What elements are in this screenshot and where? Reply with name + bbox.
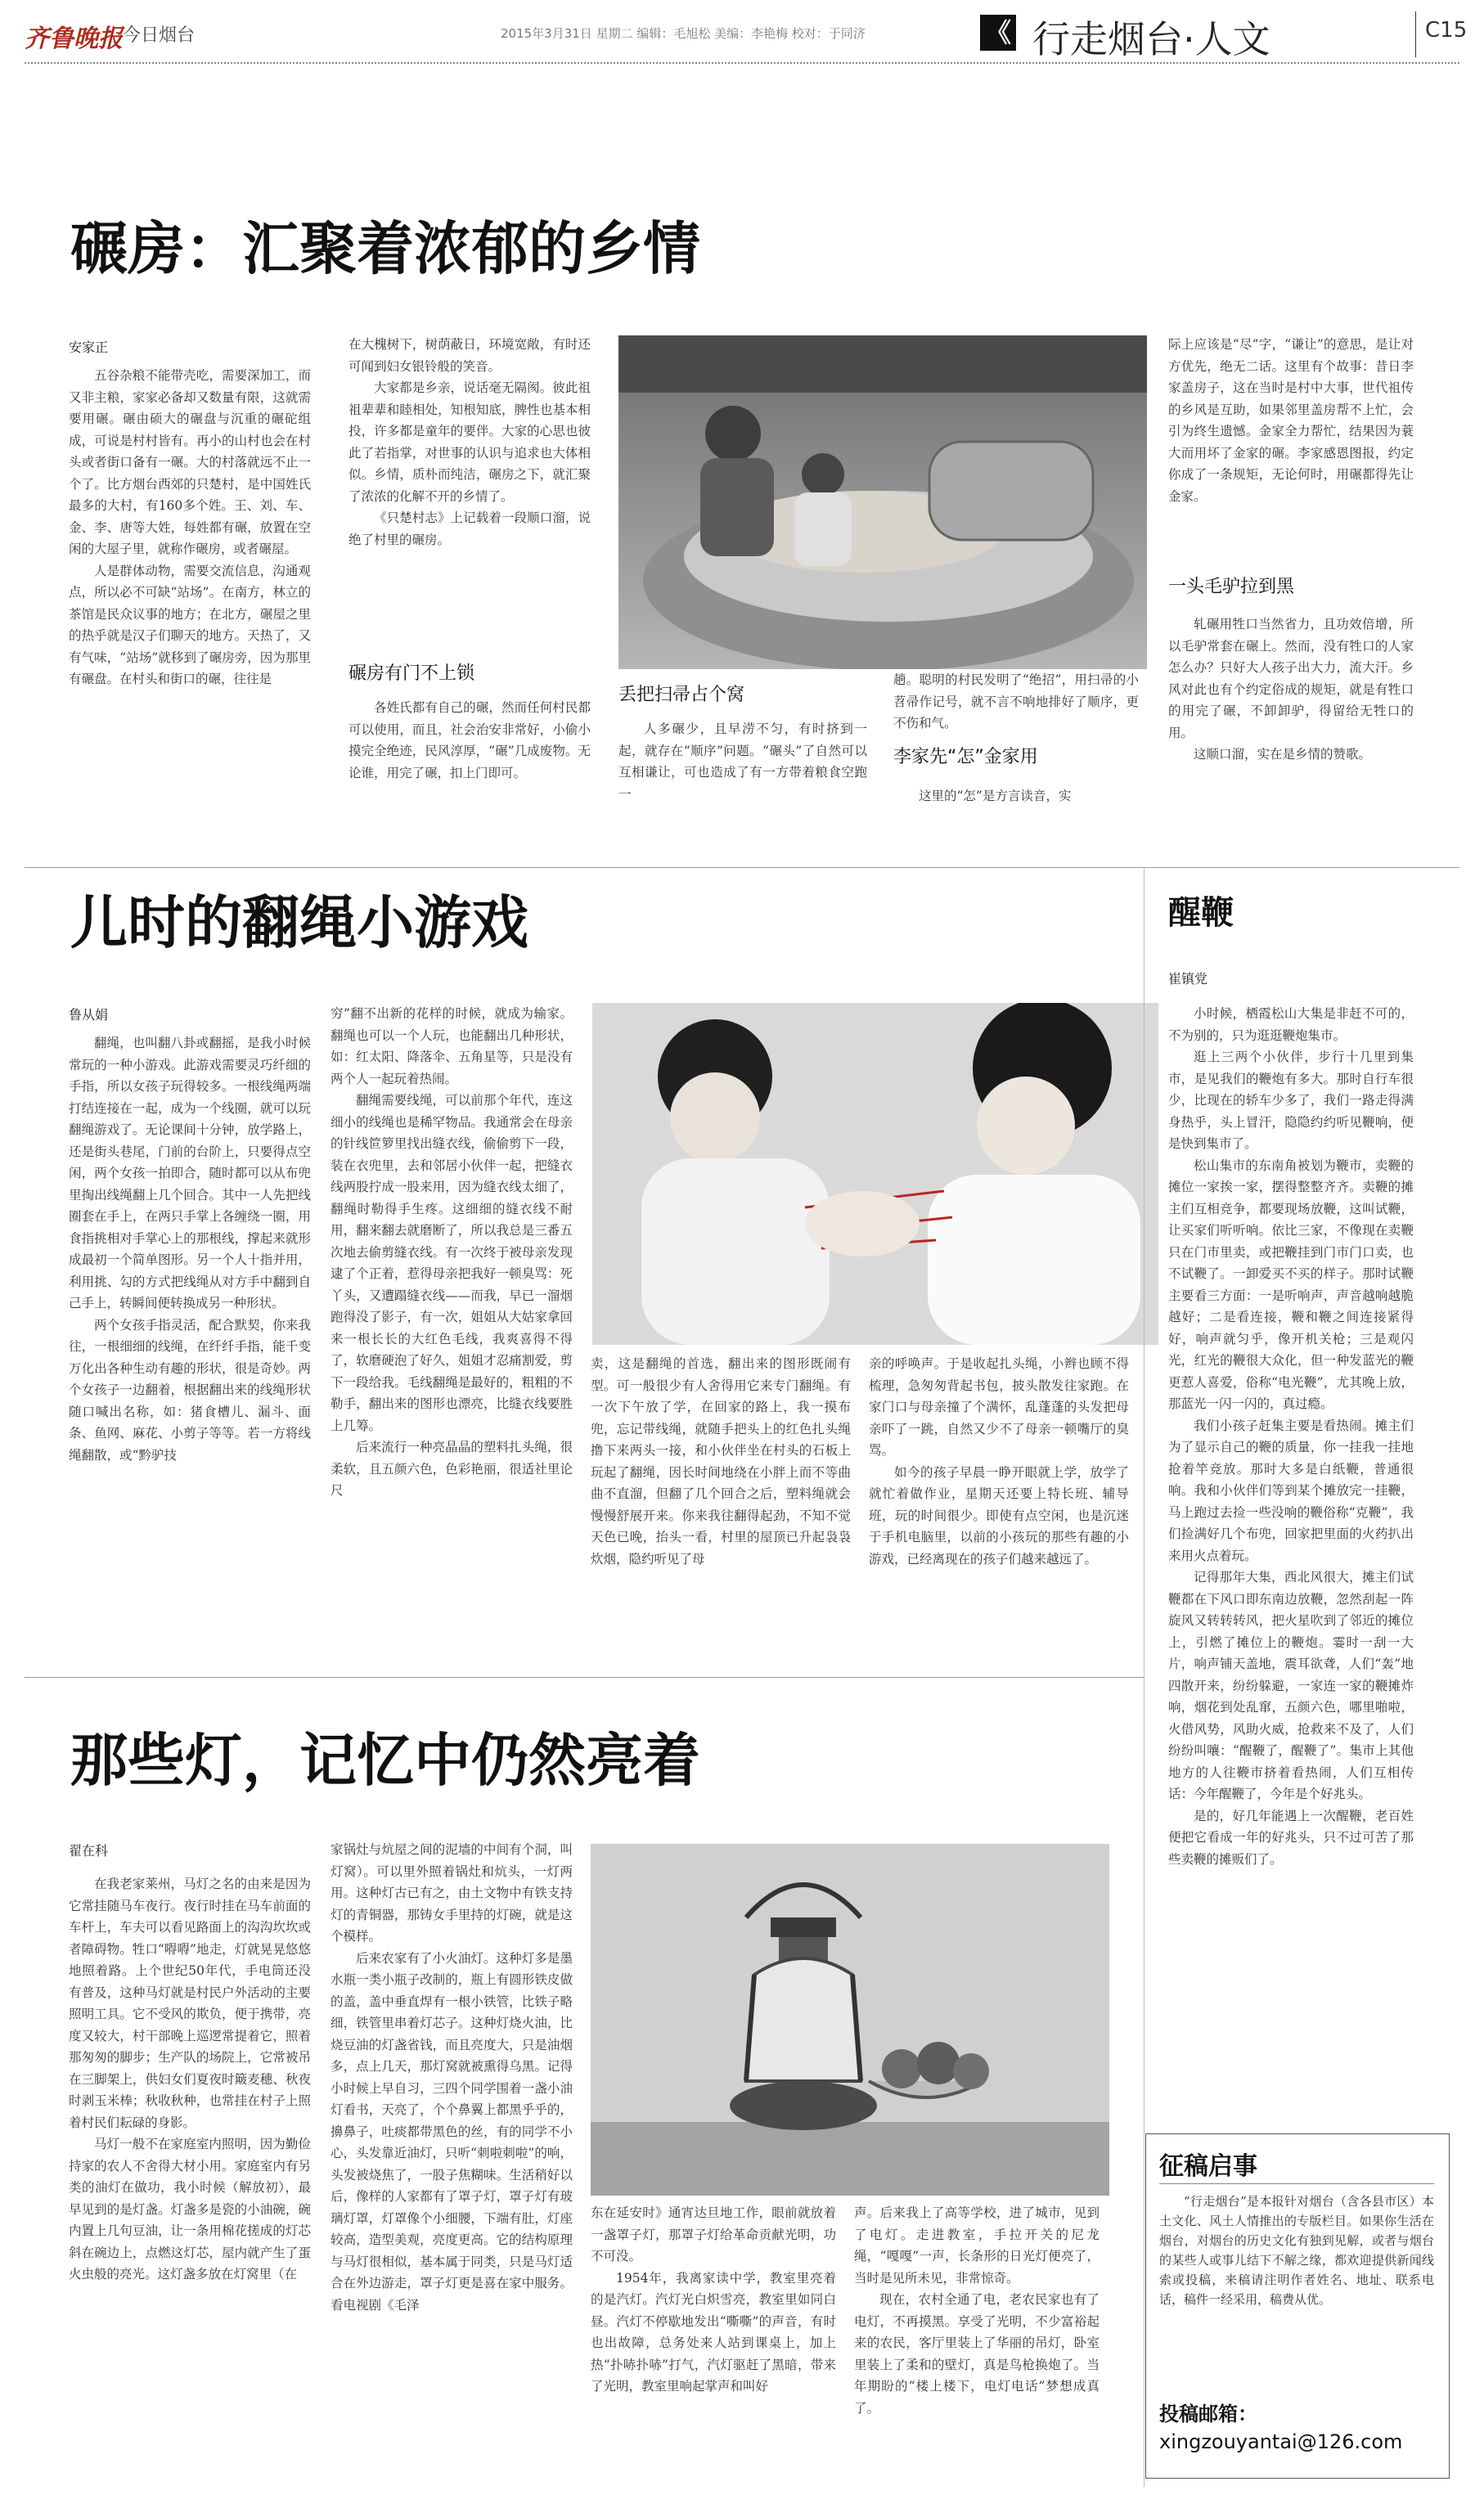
email-label: 投稿邮箱：	[1159, 2403, 1257, 2425]
paragraph: “行走烟台”是本报针对烟台（含各县市区）本土文化、风土人情推出的专版栏目。如果你生活在烟台，对烟台的历史文化有独到见解，或者与烟台的某些人或事儿结下不解之缘，都欢迎提供新闻线索或投稿，来稿请注明作者姓名、地址、联系电话，稿件一经采用，稿费从优。	[1159, 2194, 1434, 2307]
article-column	[349, 697, 591, 851]
paragraph: 家锅灶与炕屋之间的泥墙的中间有个洞，叫灯窝）。可以里外照着锅灶和炕头，一灯两用。这种灯古已有之，由土文物中有铁支持灯的青铜器，那铸女手里持的灯碗，就是这个模样。	[331, 1842, 573, 1944]
paragraph: 在大槐树下，树荫蔽日，环境宽敞，有时还可闻到妇女银铃般的笑音。	[349, 337, 591, 374]
header-rule	[25, 62, 1459, 64]
subheading: 碾房有门不上锁	[349, 663, 475, 684]
paragraph: 亲的呼唤声。于是收起扎头绳，小辫也顾不得梳理，急匆匆背起书包，披头散发往家跑。在家门口与母亲撞了个满怀，乱蓬蓬的头发把母亲吓了一跳，自然又少不了母亲一顿嘴厅的臭骂。	[869, 1356, 1129, 1458]
article-column	[1168, 334, 1414, 571]
paragraph: 人多碾少，且早涝不匀，有时挤到一起，就存在“顺序”问题。“碾头”了自然可以互相谦让，可也造成了有一方带着粮食空跑一	[618, 722, 867, 802]
article-column	[893, 669, 1139, 735]
section-divider	[25, 867, 1459, 868]
lantern-illustration	[591, 1844, 1109, 2196]
header-divider	[1415, 11, 1416, 57]
issue-info: 2015年3月31日 星期二 编辑：毛旭松 美编：李艳梅 校对：于同济	[501, 26, 866, 41]
paragraph: 大家都是乡亲，说话毫无隔阂。彼此祖祖辈辈和睦相处，知根知底，脾性也基本相投，许多都是童年的要伴。大家的心思也彼此了若指掌，对世事的认识与追求也大体相似。乡情，质朴而纯洁，碾房之下，就汇聚了浓浓的化解不开的乡情了。	[349, 380, 591, 504]
paragraph: 际上应该是“尽”字，“谦让”的意思，是让对方优先，绝无二话。这里有个故事：昔日李家盖房子，这在当时是村中大事，世代祖传的乡风是互助，如果邻里盖房帮不上忙，会引为终生遗憾。金家全力帮忙，结果因为蓑大而用坏了金家的碾。李家感恩图报，约定你成了一条规矩，无论何时，用碾都得先让金家。	[1168, 337, 1414, 504]
paragraph: 记得那年大集，西北风很大，摊主们试鞭都在下风口即东南边放鞭，忽然刮起一阵旋风又转转转风，把火星吹到了邻近的摊位上，引燃了摊位上的鞭炮。霎时一刮一大片，响声铺天盖地，震耳欲聋，人们“轰”地四散开来，纷纷躲避，一家连一家的鞭摊炸响，烟花到处乱窜，五颜六色，哪里啪啦，火借风势，风助火威，抢救来不及了，人们纷纷叫嚷：“醒鞭了，醒鞭了”。集市上其他地方的人往鞭市挤着看热闹，人们互相传话：今年醒鞭了，今年是个好兆头。	[1168, 1570, 1414, 1801]
byline: 崔镇党	[1168, 971, 1208, 987]
article-column	[1168, 1003, 1414, 2124]
paragraph: 趟。聪明的村民发明了“绝招”，用扫帚的小苕帚作记号，就不言不响地排好了顺序，更不伤和气。	[893, 672, 1139, 731]
article-column	[349, 334, 591, 653]
paragraph: 马灯一般不在家庭室内照明，因为勤俭持家的农人不舍得大材小用。家庭室内有另类的油灯在做功，我小时候（解放初），最早见到的是灯盏。灯盏多是瓷的小油碗，碗内置上几句豆油，让一条用棉花搓成的灯芯斜在碗边上，点燃这灯芯，屋内就产生了蛋火虫般的亮光。这灯盏多放在灯窝里（在	[69, 2137, 311, 2281]
paragraph: 如今的孩子早晨一睁开眼就上学，放学了就忙着做作业，星期天还要上特长班、辅导班，玩的时间很少。即使有点空闲，也是沉迷于手机电脑里，以前的小孩玩的那些有趣的小游戏，已经离现在的孩子们越来越远了。	[869, 1464, 1129, 1567]
children-illustration	[592, 1003, 1158, 1345]
paragraph: 后来流行一种亮晶晶的塑料扎头绳，很柔软，且五颜六色，色彩艳丽，很适社里论尺	[331, 1440, 573, 1498]
paragraph: 这顺口溜，实在是乡情的赞歌。	[1194, 747, 1372, 762]
subheading: 丢把扫帚占个窝	[618, 685, 745, 705]
section-name: 今日烟台	[123, 25, 196, 46]
byline: 鲁从娟	[69, 1007, 109, 1023]
column-title: 行走烟台·人文	[1032, 17, 1270, 61]
article-column	[591, 1353, 851, 1667]
paragraph: 是的，好几年能遇上一次醒鞭，老百姓便把它看成一年的好兆头，只不过可苦了那些卖鞭的摊贩们了。	[1168, 1808, 1414, 1867]
call-for-submissions-body	[1159, 2192, 1434, 2391]
paragraph: 两个女孩手指灵活，配合默契，你来我往，一根细细的线绳，在纤纤手指，能千变万化出各种生动有趣的形状，很是奇妙。两个女孩子一边翻着，根据翻出来的线绳形状随口喊出名称，如：猪食槽儿、漏斗、面条、鱼网、麻花、小剪子等等。若一方将线绳翻散，或“黔驴技	[69, 1317, 311, 1463]
article-title-mill: 碾房：汇聚着浓郁的乡情	[70, 215, 700, 282]
section-divider	[25, 1677, 1144, 1678]
article-column	[69, 1032, 311, 1667]
paragraph: 1954年，我离家读中学，教室里亮着的是汽灯。汽灯光白炽雪亮，教室里如同白昼。汽灯不停歇地发出“嘶嘶”的声音，有时也出故障，总务处来人站到课桌上，加上热“扑哧扑哧”打气，汽灯驱赶了黑暗，带来了光明，教室里响起掌声和叫好	[591, 2270, 836, 2394]
paragraph: 东在延安时》通宵达旦地工作，眼前就放着一盏罩子灯，那罩子灯给革命贡献光明，功不可没。	[591, 2205, 836, 2263]
box-rule	[1159, 2183, 1434, 2184]
article-column	[869, 1353, 1129, 1667]
article-column	[1168, 614, 1414, 859]
mill-illustration	[618, 335, 1147, 669]
paragraph: 这里的“怎”是方言读音，实	[919, 789, 1072, 803]
paragraph: 人是群体动物，需要交流信息，沟通观点，所以必不可缺“站场”。在南方，林立的茶馆是民众议事的地方；在北方，碾屋之里的热乎就是汉子们聊天的地方。天热了，又有气味，“站场”就移到了碾房旁，因为那里有碾盘。在村头和街口的碾，往往是	[69, 563, 311, 686]
paragraph: 穷”翻不出新的花样的时候，就成为输家。翻绳也可以一个人玩，也能翻出几种形状，如：红太阳、降落伞、五角星等，只是没有两个人一起玩着热闹。	[331, 1006, 573, 1086]
paragraph: 小时候，栖霞松山大集是非赶不可的，不为别的，只为逛逛鞭炮集市。	[1168, 1006, 1414, 1043]
paragraph: 翻绳，也叫翻八卦或翻摇，是我小时候常玩的一种小游戏。此游戏需要灵巧纤细的手指，所以女孩子玩得较多。一根线绳两端打结连接在一起，成为一个线圈，就可以玩翻绳游戏了。无论课间十分钟，放学路上，还是街头巷尾，门前的台阶上，只要得点空闲，两个女孩一拍即合，随时都可以从布兜里掏出线绳翻上几个回合。其中一人先把线圈套在手上，在两只手掌上各缠绕一圈，用食指挑相对手掌心上的那根线，撑起来就形成最初一个简单图形。另一个人十指并用，利用挑、勾的方式把线绳从对方手中翻到自己手上，转瞬间便转换成另一种形状。	[69, 1036, 311, 1310]
paragraph: 声。后来我上了高等学校，进了城市，见到了电灯。走进教室，手拉开关的尼龙绳，“嘎嘎”一声，长条形的日光灯便亮了，当时是见所未见，非常惊奇。	[854, 2205, 1100, 2286]
paragraph: 松山集市的东南角被划为鞭市，卖鞭的摊位一家挨一家，摆得整整齐齐。卖鞭的摊主们互相竞争，都要现场放鞭，这叫试鞭，让买家们听听响。依比三家，不像现在卖鞭只在门市里卖，或把鞭挂到门市门口卖，也不试鞭了。一卸爱买不买的样子。那时试鞭主要看三方面：一是听响声，声音越响越脆越好；二是看连接，鞭和鞭之间连接紧得好，响声就匀乎，像开机关枪；三是观闪光，红光的鞭很大众化，但一种发蓝光的鞭更惹人喜爱，俗称“电光鞭”，尤其晚上放，那蓝光一闪一闪的，真过瘾。	[1168, 1158, 1414, 1411]
paragraph: 轧碾用牲口当然省力，且功效倍增，所以毛驴常套在碾上。然而，没有牲口的人家怎么办？只好大人孩子出大力，流大汗。乡风对此也有个约定俗成的规矩，就是有牲口的用完了碾，不卸卸驴，得留给无牲口的用。	[1168, 617, 1414, 740]
call-for-submissions-box	[1145, 2133, 1450, 2479]
lantern-photo	[591, 1844, 1109, 2196]
paragraph: 在我老家莱州，马灯之名的由来是因为它常挂随马车夜行。夜行时挂在马车前面的车杆上，车夫可以看见路面上的沟沟坎坎或者障碍物。牲口“嘚嘚”地走，灯就晃晃悠悠地照着路。上个世纪50年代，手电筒还没有普及，这种马灯就是村民户外活动的主要照明工具。它不受风的欺负，便于携带，亮度又较大，村干部晚上巡逻常提着它，照着那匆匆的脚步；生产队的场院上，它常被吊在三脚架上，供妇女们夏夜时簸麦穗、秋夜时剥玉米棒；秋收秋种，也常挂在村子上照着村民们耘碌的身影。	[69, 1877, 311, 2130]
mill-photo	[618, 335, 1147, 669]
article-column	[591, 2202, 836, 2488]
paragraph: 《只楚村志》上记载着一段顺口溜，说绝了村里的碾房。	[349, 510, 591, 547]
article-column	[69, 1873, 311, 2488]
chevron-left-icon: 《	[980, 15, 1016, 51]
article-column	[893, 785, 1139, 834]
paragraph: 各姓氏都有自己的碾，然而任何村民都可以使用，而且，社会治安非常好，小偷小摸完全绝迹，民风淳厚，“碾”几成废物。无论谁，用完了碾，扣上门即可。	[349, 700, 591, 780]
article-title-firecrackers: 醒鞭	[1168, 894, 1234, 932]
paragraph: 逛上三两个小伙伴，步行十几里到集市，是见我们的鞭炮有多大。那时自行车很少，比现在的轿车少多了，我们一路走得满身热乎，头上冒汗，隐隐约约听见鞭响，便是快到集市了。	[1168, 1050, 1414, 1151]
paragraph: 我们小孩子赶集主要是看热闹。摊主们为了显示自己的鞭的质量，你一挂我一挂地抢着竿竞放。那时大多是白纸鞭，普通很响。我和小伙伴们等到某个摊放完一挂鞭，马上跑过去捡一些没响的鞭俗称“克鞭”，我们捡满好几个布兜，回家把里面的火药扒出来用火点着玩。	[1168, 1418, 1414, 1563]
article-column	[331, 1003, 573, 1667]
subheading: 一头毛驴拉到黑	[1168, 577, 1295, 597]
paragraph: 翻绳需要线绳，可以前那个年代，连这细小的线绳也是稀罕物品。我通常会在母亲的针线笸箩里找出缝衣线，偷偷剪下一段，装在衣兜里，去和邻居小伙伴一起，把缝衣线两股拧成一股来用，因为缝衣线太细了，翻绳时勒得手生疼。这细细的缝衣线不耐用，翻来翻去就磨断了，所以我总是三番五次地去偷剪缝衣线。有一次终于被母亲发现逮了个正着，惹得母亲把我好一顿臭骂：死丫头，又遭蹋缝衣线——而我，早已一溜烟跑得没了影子，有一次，姐姐从大姑家拿回来一根长长的大红色毛线，我爽喜得不得了，软磨硬泡了好久，姐姐才忍痛割爱，剪下一段给我。毛线翻绳是最好的，粗粗的不勒手，翻出来的图形也漂亮，比缝衣线要胜上几筹。	[331, 1093, 573, 1433]
paragraph: 卖，这是翻绳的首选，翻出来的图形既闹有型。可一般很少有人舍得用它来专门翻绳。有一次下午放了学，在回家的路上，我一摸布兜，忘记带线绳，就随手把头上的红色扎头绳撸下来两头一接，和小伙伴坐在村头的石板上玩起了翻绳，因长时间地绕在小胖上而不等曲曲不直溜，但翻了几个回合之后，塑料绳就会慢慢舒展开来。你来我往翻得起劲，不知不觉天色已晚，抬头一看，村里的屋顶已升起袅袅炊烟，隐约听见了母	[591, 1356, 851, 1567]
article-column	[854, 2202, 1100, 2488]
article-column	[618, 718, 867, 856]
string-game-photo	[592, 1003, 1158, 1345]
page-number: C15	[1425, 18, 1468, 43]
paragraph: 现在，农村全通了电，老农民家也有了电灯，不再摸黑。享受了光明，不少富裕起来的农民，客厅里装上了华丽的吊灯，卧室里装上了柔和的壁灯，真是鸟枪换炮了。当年期盼的“楼上楼下，电灯电话”梦想成真了。	[854, 2292, 1100, 2416]
subheading: 李家先“怎”金家用	[893, 747, 1038, 767]
article-title-lamps: 那些灯，记忆中仍然亮着	[70, 1727, 700, 1794]
newspaper-logo: 齐鲁晚报	[25, 25, 123, 53]
article-column	[69, 365, 311, 856]
article-column	[331, 1839, 573, 2488]
article-title-string-game: 儿时的翻绳小游戏	[70, 889, 528, 956]
call-for-submissions-title: 征稿启事	[1159, 2152, 1257, 2181]
email-address[interactable]: xingzouyantai@126.com	[1159, 2430, 1403, 2453]
paragraph: 五谷杂粮不能带壳吃，需要深加工，而又非主粮，家家必备却又数量有限，这就需要用碾。碾由硕大的碾盘与沉重的碾砣组成，可说是村村皆有。再小的山村也会在村头或者街口备有一碾。大的村落就远不止一个了。比方烟台西郊的只楚村，是中国姓氏最多的大村，有160多个姓。王、刘、车、金、李、唐等大姓，每姓都有碾，放置在空闲的大屋子里，就称作碾房，或者碾屋。	[69, 368, 311, 556]
byline: 安家正	[69, 339, 109, 355]
paragraph: 后来农家有了小火油灯。这种灯多是墨水瓶一类小瓶子改制的，瓶上有圆形铁皮做的盖，盖中垂直焊有一根小铁管，比铁子略细，铁管里串着灯芯子。这种灯烧火油，比烧豆油的灯盏省钱，而且亮度大，只是油烟多，点上几天，那灯窝就被熏得乌黑。记得小时候上早自习，三四个同学围着一盏小油灯看书，天亮了，个个鼻翼上都黑乎乎的，擤鼻子，吐痰都带黑色的丝，有的同学不小心，头发靠近油灯，只听“刺啦刺啦”的响，头发被烧焦了，一股子焦糊味。生活稍好以后，像样的人家都有了罩子灯，罩子灯有玻璃灯罩，灯罩像个小细腰，下端有肚，灯座较高，造型美观，亮度更高。它的结构原理与马灯很相似，基本属于同类，只是马灯适合在外边游走，罩子灯更是喜在家中服务。看电视剧《毛泽	[331, 1950, 573, 2313]
byline: 翟在科	[69, 1843, 109, 1859]
